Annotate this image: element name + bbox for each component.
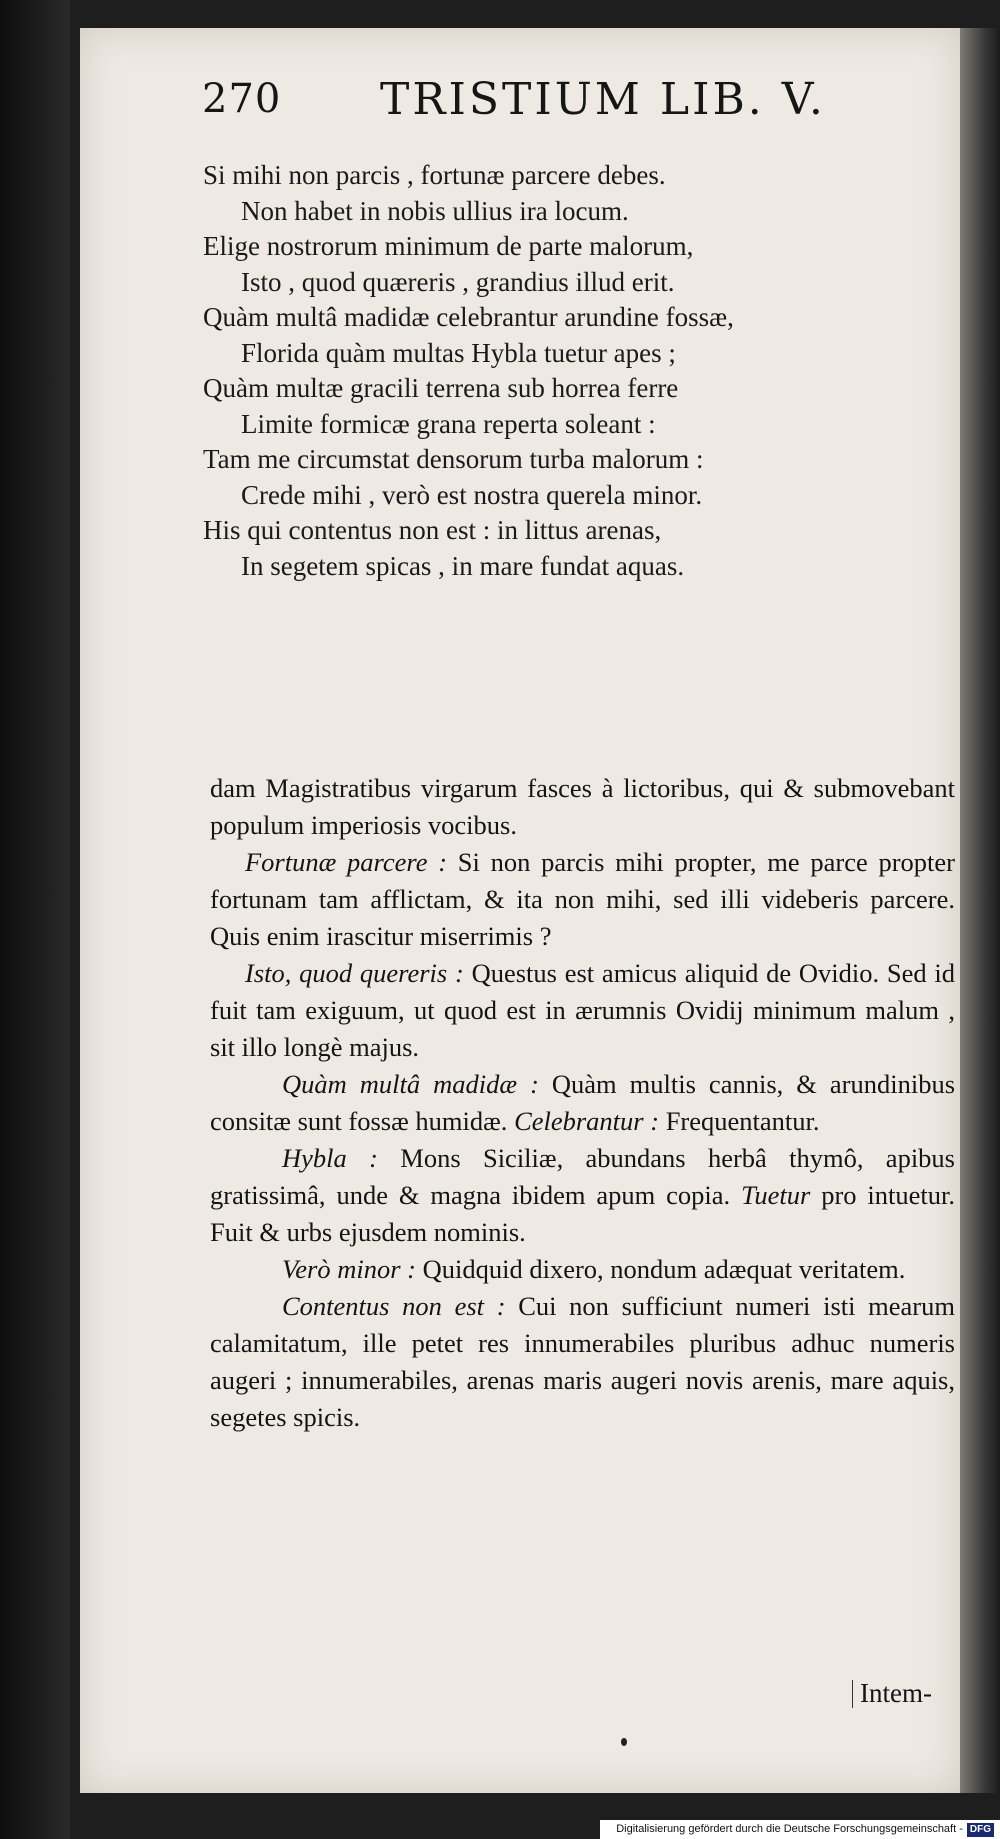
lemma: Verò minor : xyxy=(282,1254,416,1284)
commentary-text: Questus est amicus aliquid de Ovidio. Sed id fuit tam exiguum, ut quod est in ærumnis Ovidij minimum malum , sit illo longè majus. xyxy=(210,958,955,1062)
commentary-paragraph xyxy=(210,1288,955,1436)
verse-line: His qui contentus non est : in littus arenas, xyxy=(203,515,662,545)
footer-text: Digitalisierung gefördert durch die Deutsche Forschungsgemeinschaft - xyxy=(616,1823,963,1835)
verse-line: Florida quàm multas Hybla tuetur apes ; xyxy=(241,337,676,368)
verse-line: Limite formicæ grana reperta soleant : xyxy=(241,408,656,439)
lemma: Celebrantur : xyxy=(514,1106,660,1136)
verse-line: Crede mihi , verò est nostra querela minor. xyxy=(241,479,703,510)
lemma: Quàm multâ madidæ : xyxy=(282,1069,539,1099)
lemma: Tuetur xyxy=(741,1180,811,1210)
commentary-paragraph xyxy=(210,955,955,1066)
page-header xyxy=(120,68,850,138)
verse-line: Quàm multæ gracili terrena sub horrea ferre xyxy=(203,373,679,403)
commentary-text: Cui non sufficiunt numeri isti mearum calamitatum, ille petet res innumerabiles pluribus adhuc numeris augeri ; innumerabiles, arenas maris augeri novis arenis, mare aquis, segetes spicis. xyxy=(210,1291,955,1432)
commentary-text: Frequentantur. xyxy=(659,1106,820,1136)
running-title: TRISTIUM LIB. V. xyxy=(380,74,826,125)
verse-block xyxy=(203,158,843,584)
commentary-paragraph xyxy=(210,1251,955,1288)
scan-background-left xyxy=(0,0,70,1839)
page-number: 270 xyxy=(202,76,282,122)
dfg-logo: DFG xyxy=(967,1823,994,1837)
verse-line: Si mihi non parcis , fortunæ parcere debes. xyxy=(203,160,666,190)
commentary-text: Si non parcis mihi propter, me parce propter fortunam tam afflictam, & ita non mihi, sed illi videberis parcere. Quis enim irascitur miserrimis ? xyxy=(210,847,956,951)
lemma: Contentus non est : xyxy=(282,1291,506,1321)
verse-line: In segetem spicas , in mare fundat aquas. xyxy=(241,550,685,581)
commentary-text: Quàm multis cannis, & arundinibus consitæ sunt fossæ humidæ. xyxy=(210,1069,956,1136)
page-edge-shadow xyxy=(960,28,1000,1793)
verse-line: Isto , quod quæreris , grandius illud erit. xyxy=(241,266,675,297)
lemma: Hybla : xyxy=(282,1143,378,1173)
commentary-paragraph xyxy=(210,1140,955,1251)
ink-speck xyxy=(621,1738,627,1746)
catchword: Intem- xyxy=(860,1678,932,1708)
commentary-text: pro intuetur. Fuit & urbs ejusdem nominis. xyxy=(210,1180,956,1247)
verse-line: Elige nostrorum minimum de parte malorum, xyxy=(203,231,694,261)
verse-line: Non habet in nobis ullius ira locum. xyxy=(241,195,629,226)
commentary-block xyxy=(210,770,955,1436)
commentary-paragraph xyxy=(210,1066,955,1140)
commentary-text: Mons Siciliæ, abundans herbâ thymô, apibus gratissimâ, unde & magna ibidem apum copia. xyxy=(210,1143,955,1210)
commentary-text: dam Magistratibus virgarum fasces à lictoribus, qui & submovebant populum imperiosis vocibus. xyxy=(210,773,955,840)
verse-line: Tam me circumstat densorum turba malorum : xyxy=(203,444,704,474)
lemma: Isto, quod quereris : xyxy=(245,958,464,988)
commentary-text: Quidquid dixero, nondum adæquat veritatem. xyxy=(415,1254,906,1284)
commentary-paragraph xyxy=(210,844,955,955)
verse-line: Quàm multâ madidæ celebrantur arundine fossæ, xyxy=(203,302,734,332)
commentary-paragraph xyxy=(210,770,955,844)
lemma: Fortunæ parcere : xyxy=(245,847,448,877)
digitization-footer xyxy=(600,1820,1000,1839)
